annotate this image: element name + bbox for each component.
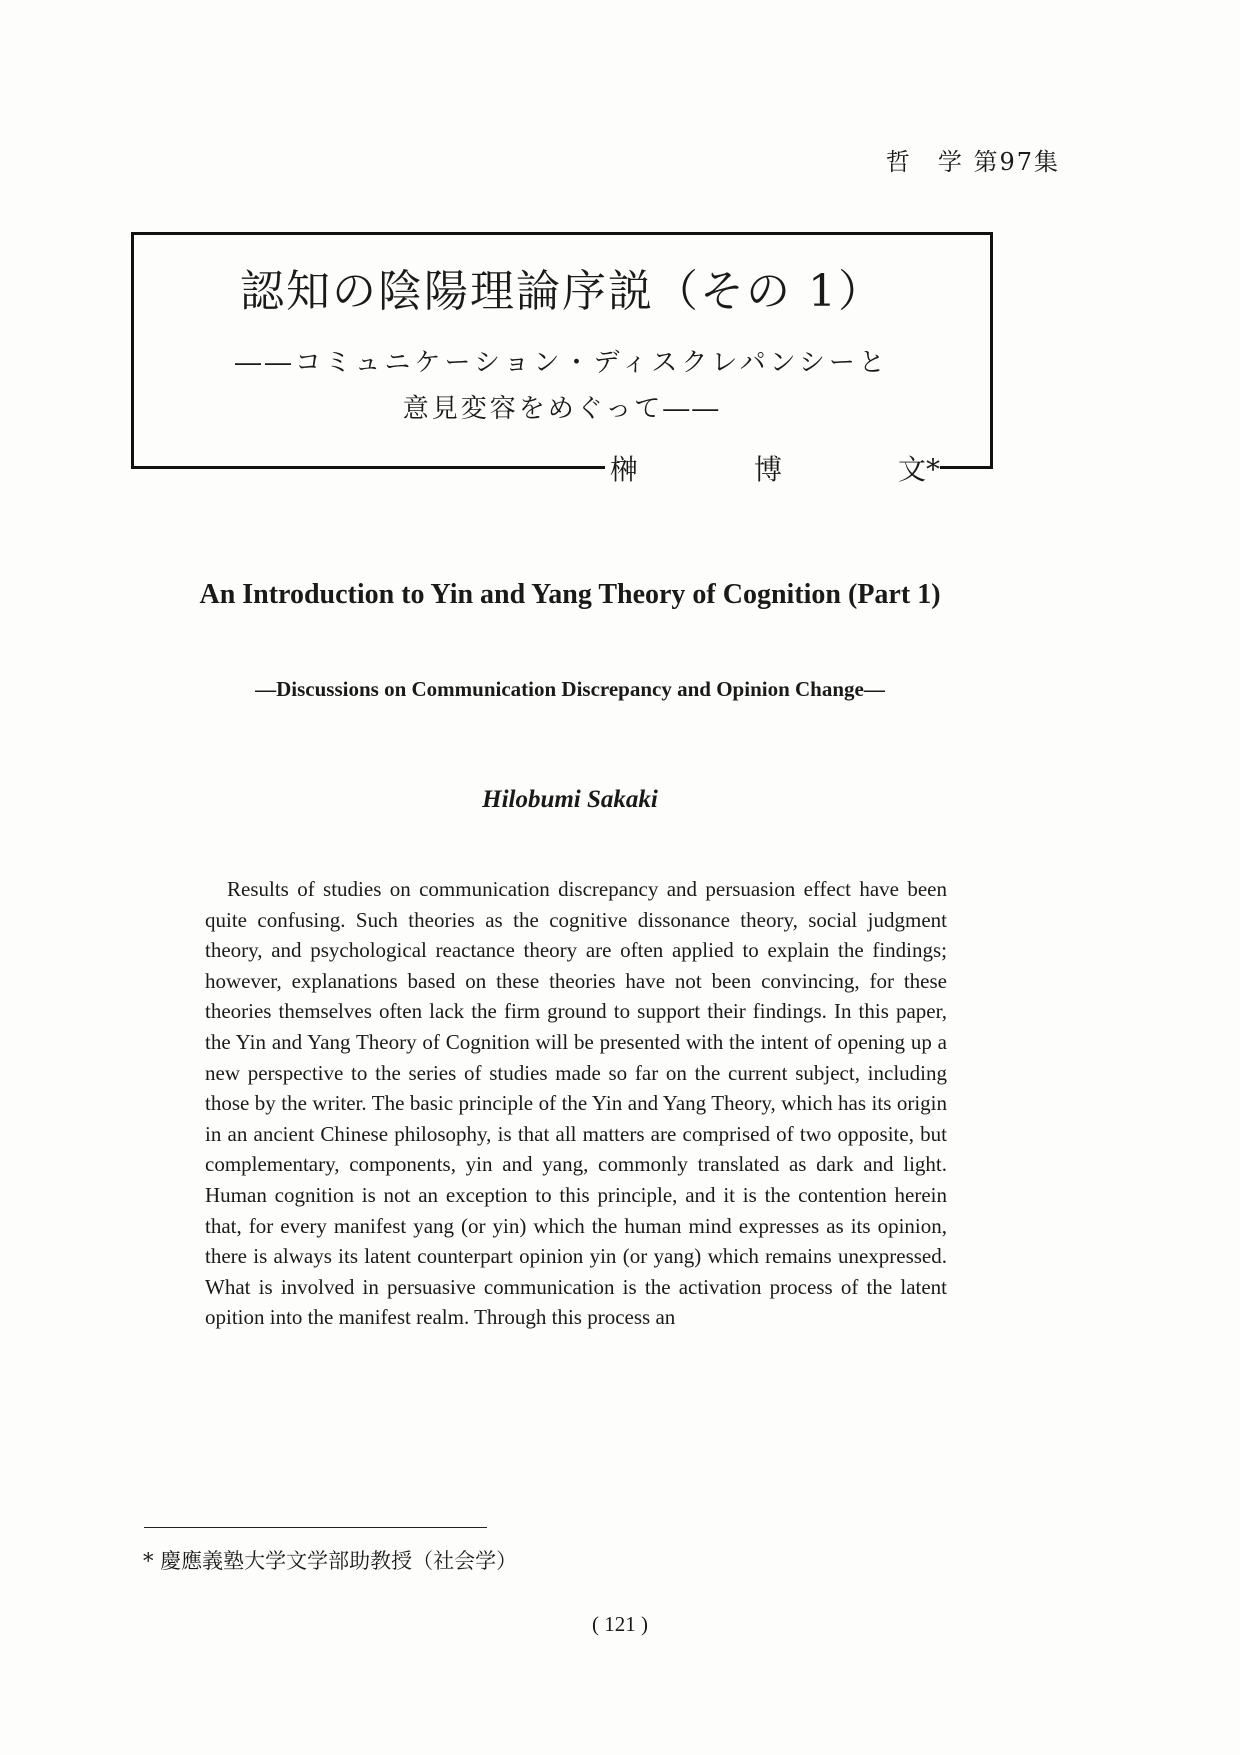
japanese-author bbox=[610, 448, 940, 488]
english-subtitle: —Discussions on Communication Discrepancy and Opinion Change— bbox=[255, 677, 885, 701]
title-frame-rule-left bbox=[131, 466, 605, 469]
journal-header: 哲 学 第97集 bbox=[885, 148, 1060, 176]
abstract-body: Results of studies on communication discrepancy and persuasion effect have been quite confusing. Such theories as the cognitive dissonance theory, social judgment theory, and psychological reactance theory are often applied to explain the findings; however, explanations based on these theories have not been convincing, for these theories themselves often lack the firm ground to support their findings. In this paper, the Yin and Yang Theory of Cognition will be presented with the intent of opening up a new perspective to the series of studies made so far on the current subject, including those by the writer. The basic principle of the Yin and Yang Theory, which has its origin in an ancient Chinese philosophy, is that all matters are comprised of two opposite, but complementary, components, yin and yang, commonly translated as dark and light. Human cognition is not an exception to this principle, and it is the contention herein that, for every manifest yang (or yin) which the human mind expresses as its opinion, there is always its latent counterpart opinion yin (or yang) which remains unexpressed. What is involved in persuasive communication is the activation process of the latent opition into the manifest realm. Through this process an bbox=[205, 877, 947, 1330]
page-number: ( 121 ) bbox=[592, 1612, 648, 1636]
footnote-divider bbox=[144, 1527, 487, 1528]
japanese-subtitle-line1: ――コミュニケーション・ディスクレパンシーと bbox=[235, 348, 889, 378]
japanese-subtitle-line2: 意見変容をめぐって―― bbox=[402, 394, 722, 424]
japanese-author-given2: 文* bbox=[897, 453, 940, 486]
footnote: * 慶應義塾大学文学部助教授（社会学） bbox=[143, 1549, 518, 1573]
japanese-title: 認知の陰陽理論序説（その 1） bbox=[240, 266, 884, 317]
japanese-author-surname: 榊 bbox=[610, 453, 639, 486]
japanese-author-given1: 博 bbox=[753, 453, 782, 486]
title-frame-rule-right bbox=[938, 466, 993, 469]
english-title: An Introduction to Yin and Yang Theory of Cognition (Part 1) bbox=[199, 579, 941, 610]
english-author: Hilobumi Sakaki bbox=[482, 786, 658, 813]
